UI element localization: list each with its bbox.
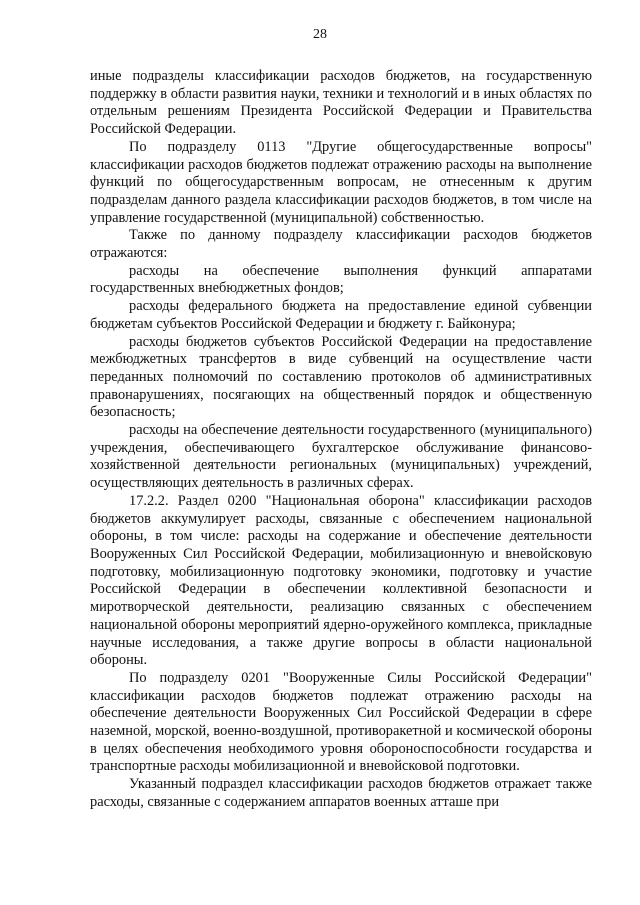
paragraph: Также по данному подразделу классификации расходов бюджетов отражаются: (90, 227, 592, 262)
document-body (90, 68, 592, 812)
paragraph: иные подразделы классификации расходов бюджетов, на государственную поддержку в области развития науки, техники и технологий и в иных областях по отдельным решениям Президента Российской Федерации и Правительства Российской Федерации. (90, 68, 592, 138)
list-item: расходы федерального бюджета на предоставление единой субвенции бюджетам субъектов Российской Федерации и бюджету г. Байконура; (90, 298, 592, 332)
list-item: расходы на обеспечение выполнения функций аппаратами государственных внебюджетных фондов; (90, 262, 592, 297)
list-item: расходы бюджетов субъектов Российской Федерации на предоставление межбюджетных трансфертов в виде субвенций на осуществление части переданных полномочий по составлению протоколов об административных правонарушениях, посягающих на общественный порядок и общественную безопасность; (90, 333, 592, 421)
paragraph: Указанный подраздел классификации расходов бюджетов отражает также расходы, связанные с содержанием аппаратов военных атташе при (90, 776, 592, 810)
paragraph: По подразделу 0201 "Вооруженные Силы Российской Федерации" классификации расходов бюджетов подлежат отражению расходы на обеспечение деятельности Вооруженных Сил Российской Федерации в сфере наземной, морской, военно-воздушной, противоракетной и космической обороны в целях обеспечения необходимого уровня обороноспособности государства и транспортные расходы мобилизационной и вневойсковой подготовки. (90, 669, 592, 775)
paragraph: По подразделу 0113 "Другие общегосударственные вопросы" классификации расходов бюджетов подлежат отражению расходы на выполнение функций по общегосударственным вопросам, не отнесенным к другим подразделам данного раздела классификации расходов бюджетов, в том числе на управление государственной (муниципальной) собственностью. (90, 138, 592, 226)
section-paragraph: 17.2.2. Раздел 0200 "Национальная оборона" классификации расходов бюджетов аккумулирует расходы, связанные с обеспечением национальной обороны, в том числе: расходы на содержание и обеспечение деятельности Вооруженных Сил Российской Федерации, мобилизационную и вневойсковую подготовку, мобилизационную подготовку экономики, подготовку и участие Российской Федерации в обеспечении коллективной безопасности и миротворческой деятельности, реализацию связанных с обеспечением национальной обороны мероприятий ядерно-оружейного комплекса, прикладные научные исследования, а также другие вопросы в области национальной обороны. (90, 492, 592, 669)
list-item: расходы на обеспечение деятельности государственного (муниципального) учреждения, обеспечивающего бухгалтерское обслуживание финансово-хозяйственной деятельности региональных (муниципальных) учреждений, осуществляющих деятельность в различных сферах. (90, 422, 592, 492)
page-number: 28 (313, 27, 327, 42)
